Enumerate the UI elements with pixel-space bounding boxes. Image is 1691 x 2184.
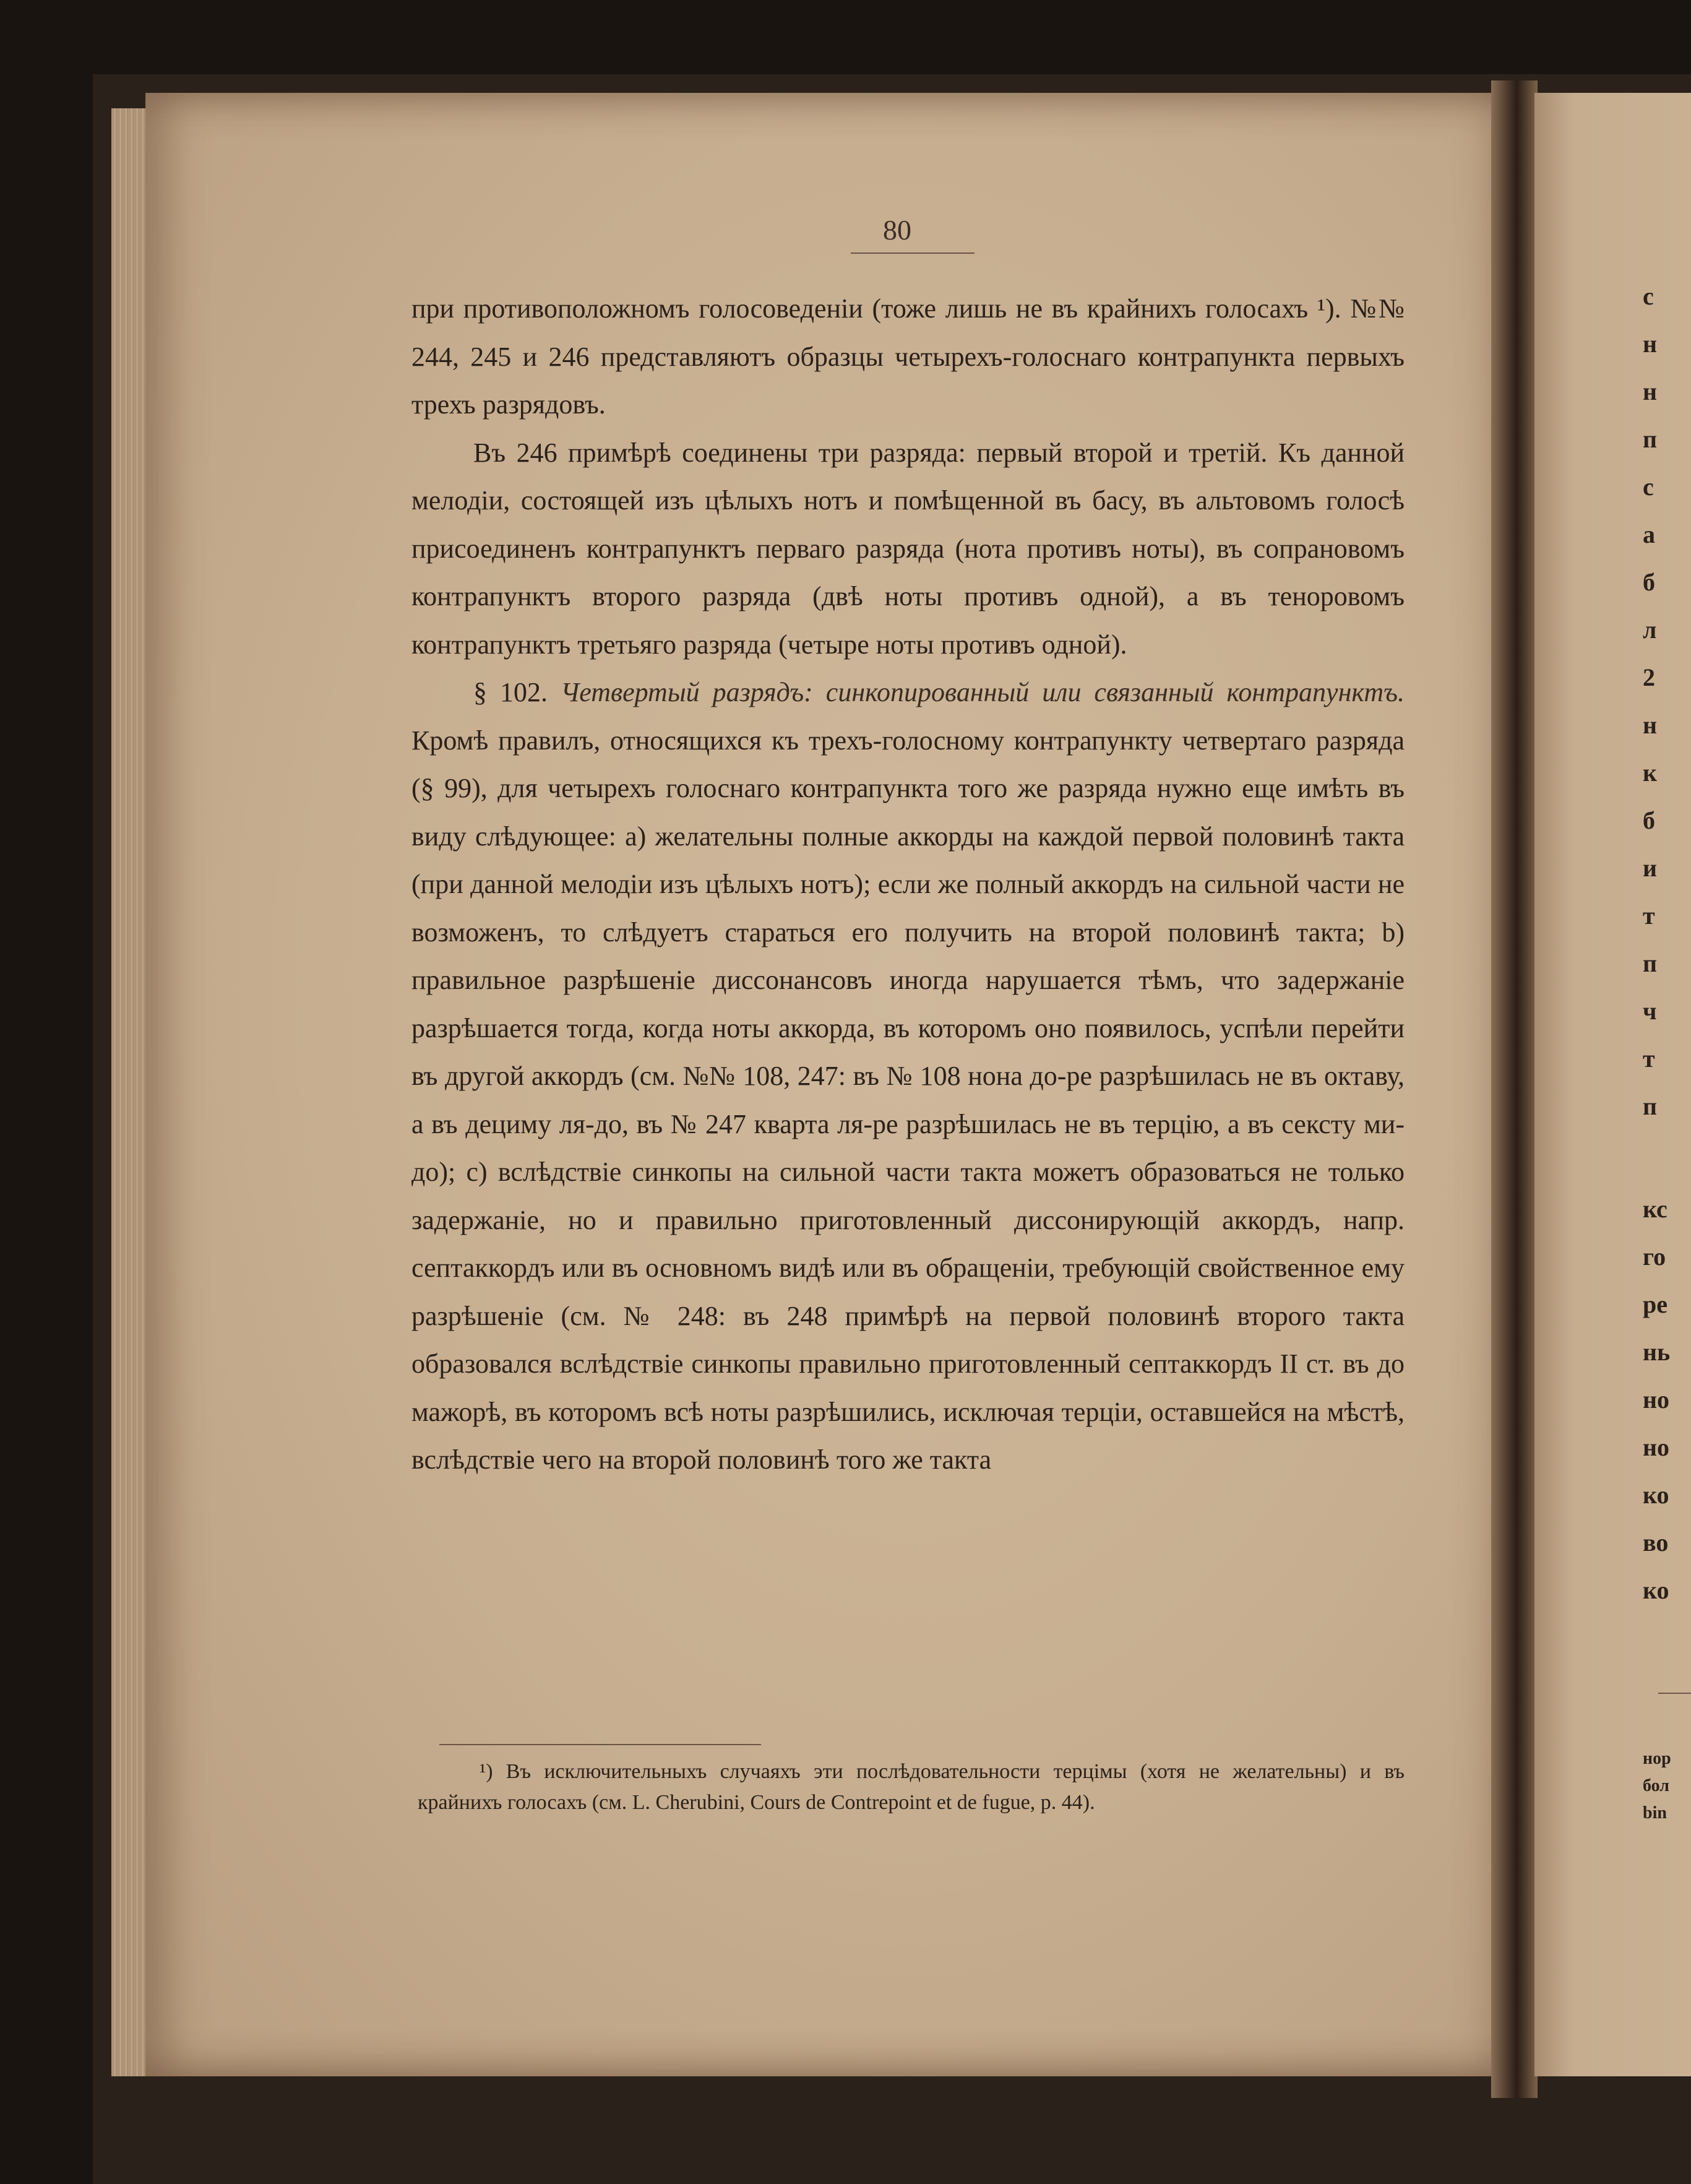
facing-page-fragment: bin <box>1643 1803 1667 1823</box>
facing-page-fragment: л <box>1643 616 1657 644</box>
facing-page-fragment: н <box>1643 711 1658 739</box>
facing-page-rule <box>1658 1693 1691 1694</box>
section-number: § 102. <box>473 677 548 707</box>
facing-page-fragment: н <box>1643 330 1658 358</box>
facing-page-footnote <box>1643 1745 1691 1827</box>
facing-page-fragment: ко <box>1643 1576 1669 1604</box>
facing-page-fragment: но <box>1643 1433 1670 1461</box>
facing-page-fragment: кс <box>1643 1195 1667 1223</box>
facing-page-fragment: ч <box>1643 997 1657 1025</box>
facing-page-fragment: го <box>1643 1243 1666 1271</box>
facing-page-fragment: а <box>1643 520 1655 548</box>
main-text <box>411 285 1405 1484</box>
footnote-rule <box>439 1744 761 1745</box>
footnote <box>418 1756 1405 1818</box>
facing-page-lower <box>1643 1185 1691 1614</box>
section-body: Кромѣ правилъ, относящихся къ трехъ-голосному контрапункту четвертаго разряда (§ 99), для четырехъ голоснаго контрапункта того же разряда нужно еще имѣть въ виду слѣдующее: а) желательны полные аккорды на каждой первой половинѣ такта (при данной мелодiи изъ цѣлыхъ нотъ); если же полный аккордъ на сильной части не возможенъ, то слѣдуетъ стараться его получить на второй половинѣ такта; b) правильное разрѣшенiе диссонансовъ иногда нарушается тѣмъ, что задержанiе разрѣшается тогда, когда ноты аккорда, въ которомъ оно появилось, успѣли перейти въ другой аккордъ (см. №№ 108, 247: въ № 108 нона до-ре разрѣшилась не въ октаву, а въ децимy ля-до, въ № 247 кварта ля-ре разрѣшилась не въ терцiю, а въ сексту ми-до); с) вслѣдствiе синкопы на сильной части такта можетъ образоваться не только задержанiе, но и правильно приготовленный диссонирующiй аккордъ, напр. септаккордъ или въ основномъ видѣ или въ обращенiи, требующiй свойственное ему разрѣшенiе (см. № 248: въ 248 примѣрѣ на первой половинѣ второго такта образовался вслѣдствiе синкопы правильно приготовленный септаккордъ II ст. въ до мажорѣ, въ которомъ всѣ ноты разрѣшились, исключая терцiи, оставшейся на мѣстѣ, вслѣдствiе чего на второй половинѣ того же такта <box>411 725 1405 1475</box>
facing-page-fragment: п <box>1643 425 1658 453</box>
facing-page-fragment: с <box>1643 282 1654 310</box>
facing-page-fragment: п <box>1643 1092 1658 1120</box>
footnote-text: ¹) Въ исключительныхъ случаяхъ эти послѣдовательности терцiмы (хотя не желательны) и въ крайнихъ голосахъ (см. L. Cherubini, Cours de Contrepoint et de fugue, p. 44). <box>418 1760 1405 1814</box>
facing-page-fragment: п <box>1643 949 1658 977</box>
facing-page-fragment: с <box>1643 473 1654 501</box>
header-rule <box>851 252 975 254</box>
facing-page-fragment: б <box>1643 806 1655 834</box>
section-title: Четвертый разрядъ: синкопированный или связанный контрапунктъ. <box>560 677 1405 707</box>
facing-page-fragment: бол <box>1643 1776 1669 1795</box>
facing-page-fragment: нор <box>1643 1749 1671 1768</box>
facing-page-fragment: ре <box>1643 1290 1667 1318</box>
facing-page-fragment: но <box>1643 1386 1670 1414</box>
page-number: 80 <box>883 214 911 246</box>
facing-page-fragment: б <box>1643 568 1655 596</box>
facing-page-fragment: т <box>1643 902 1655 930</box>
facing-page-fragment: и <box>1643 854 1658 882</box>
facing-page-fragment: н <box>1643 378 1658 405</box>
facing-page-fragment: к <box>1643 759 1658 787</box>
facing-page-fragment: 2 <box>1643 663 1655 691</box>
paragraph-2: Въ 246 примѣрѣ соединены три разряда: первый второй и третiй. Къ данной мелодiи, состоящей изъ цѣлыхъ нотъ и помѣщенной въ басу, въ альтовомъ голосѣ присоединенъ контрапунктъ перваго разряда (нота противъ ноты), въ сопрановомъ контрапунктъ второго разряда (двѣ ноты противъ одной), а въ теноровомъ контрапунктъ третьяго разряда (четыре ноты противъ одной). <box>411 437 1405 660</box>
book-gutter <box>1491 80 1538 2098</box>
facing-page-fragment: т <box>1643 1045 1655 1073</box>
section-102 <box>411 668 1405 1484</box>
paragraph-1: при противоположномъ голосоведенiи (тоже лишь не въ крайнихъ голосахъ ¹). №№ 244, 245 и 246 представляютъ образцы четырехъ-голоснаго контрапункта первыхъ трехъ разрядовъ. <box>411 293 1405 420</box>
facing-page-fragment: во <box>1643 1529 1669 1556</box>
facing-page-fragment: ко <box>1643 1481 1669 1509</box>
facing-page-fragment: нь <box>1643 1338 1671 1366</box>
facing-page-upper <box>1643 272 1691 1130</box>
